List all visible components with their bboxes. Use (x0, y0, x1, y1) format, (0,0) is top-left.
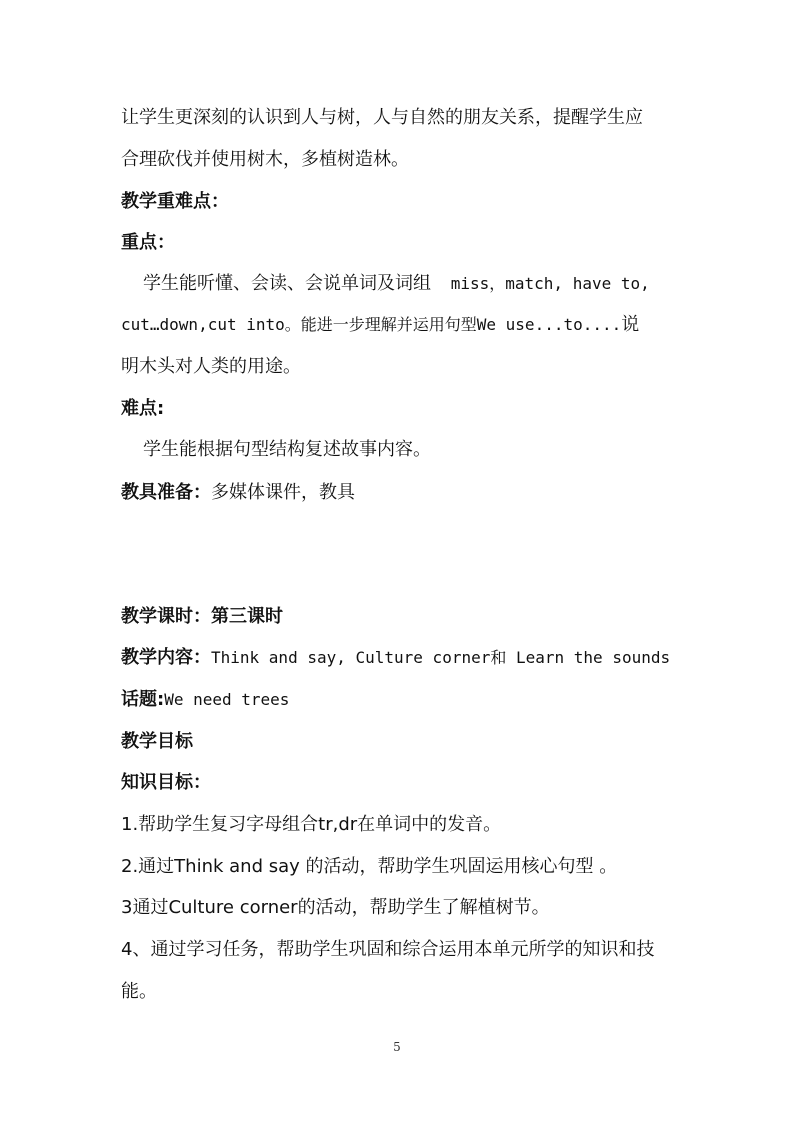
label: 教学课时： (121, 606, 211, 627)
heading-text: 教学重难点： (121, 191, 229, 212)
list-item (121, 938, 681, 962)
page-number: 5 (393, 1040, 401, 1054)
paragraph-line (121, 313, 681, 337)
paragraph-line (121, 148, 681, 172)
text: 3通过Culture corner的活动，帮助学生了解植树节。 (121, 897, 550, 918)
text-latin: We use...to.... (476, 315, 622, 334)
text: 合理砍伐并使用树木，多植树造林。 (121, 149, 409, 170)
text: 说 (621, 314, 640, 335)
paragraph-line (121, 646, 681, 670)
paragraph-line (121, 481, 681, 505)
list-item (121, 855, 681, 879)
section-heading (121, 730, 681, 754)
text: 明木头对人类的用途。 (121, 356, 301, 377)
paragraph-line (121, 605, 681, 629)
subsection-heading (121, 231, 681, 255)
list-item (121, 896, 681, 920)
list-item-continuation (121, 980, 681, 1004)
heading-text: 知识目标： (121, 772, 211, 793)
label: 话题: (121, 689, 165, 710)
text: 让学生更深刻的认识到人与树，人与自然的朋友关系，提醒学生应 (121, 107, 643, 128)
text-latin: We need trees (164, 690, 290, 709)
section-heading (121, 190, 681, 214)
heading-text: 难点: (121, 398, 165, 419)
label: 教具准备： (121, 482, 211, 503)
text: 第三课时 (211, 606, 283, 627)
list-item (121, 813, 681, 837)
text-latin: miss，match, have to, (450, 274, 650, 293)
subsection-heading (121, 771, 681, 795)
text: 4、通过学习任务，帮助学生巩固和综合运用本单元所学的知识和技 (121, 939, 655, 960)
paragraph-line (121, 272, 703, 296)
heading-text: 教学目标 (121, 731, 193, 752)
label: 教学内容： (121, 647, 211, 668)
paragraph-line (121, 688, 681, 712)
text: 能。 (121, 981, 157, 1002)
paragraph-line (121, 438, 703, 462)
text: 2.通过Think and say 的活动，帮助学生巩固运用核心句型 。 (121, 856, 618, 877)
subsection-heading (121, 397, 681, 421)
text-mixed: Think and say, Culture corner和 Learn the sounds (211, 648, 671, 667)
heading-text: 重点： (121, 232, 175, 253)
text: 学生能听懂、会读、会说单词及词组 (143, 273, 431, 294)
text: 多媒体课件，教具 (211, 482, 355, 503)
text: 1.帮助学生复习字母组合tr,dr在单词中的发音。 (121, 814, 502, 835)
paragraph-line (121, 355, 681, 379)
text: 学生能根据句型结构复述故事内容。 (143, 439, 431, 460)
paragraph-line (121, 106, 681, 130)
text-mixed: cut…down,cut into。能进一步理解并运用句型 (121, 315, 477, 334)
